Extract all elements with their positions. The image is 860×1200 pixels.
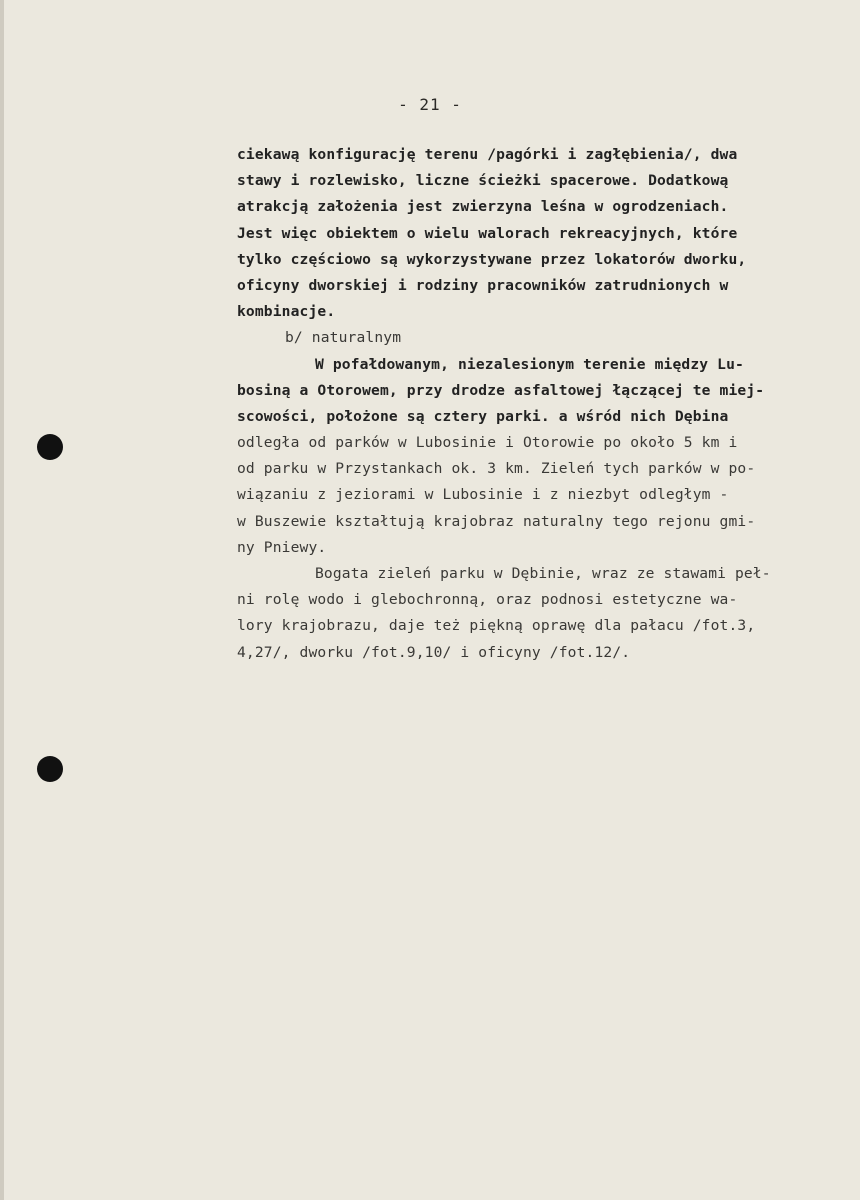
text-line: W pofałdowanym, niezalesionym terenie między Lu- [315, 355, 744, 373]
text-line: bosiną a Otorowem, przy drodze asfaltowej łączącej te miej- [237, 381, 765, 399]
text-line: wiązaniu z jeziorami w Lubosinie i z niezbyt odległym - [237, 486, 729, 504]
section-heading: b/ naturalnym [285, 329, 402, 347]
text-line: ny Pniewy. [237, 538, 327, 556]
body-text [237, 142, 837, 666]
page-edge [0, 0, 4, 1200]
punch-hole-top [37, 434, 63, 460]
text-line: od parku w Przystankach ok. 3 km. Zieleń tych parków w po- [237, 460, 756, 478]
text-line: lory krajobrazu, daje też piękną oprawę dla pałacu /fot.3, [237, 617, 756, 635]
text-line: 4,27/, dworku /fot.9,10/ i oficyny /fot.12/. [237, 643, 631, 661]
text-line: Bogata zieleń parku w Dębinie, wraz ze stawami peł- [315, 565, 771, 582]
text-line: Jest więc obiektem o wielu walorach rekreacyjnych, które [237, 224, 738, 242]
text-line: oficyny dworskiej i rodziny pracowników zatrudnionych w [237, 276, 729, 294]
text-line: scowości, położone są cztery parki. a wśród nich Dębina [237, 407, 729, 425]
text-line: odległa od parków w Lubosinie i Otorowie po około 5 km i [237, 434, 738, 452]
text-line: ciekawą konfigurację terenu /pagórki i zagłębienia/, dwa [237, 146, 738, 163]
text-line: atrakcją założenia jest zwierzyna leśna w ogrodzeniach. [237, 198, 729, 216]
text-line: tylko częściowo są wykorzystywane przez lokatorów dworku, [237, 250, 747, 268]
text-line: w Buszewie kształtują krajobraz naturalny tego rejonu gmi- [237, 512, 756, 530]
page-number: - 21 - [398, 95, 462, 114]
text-line: kombinacje. [237, 303, 336, 321]
text-line: ni rolę wodo i glebochronną, oraz podnosi estetyczne wa- [237, 591, 738, 609]
punch-hole-bottom [37, 756, 63, 782]
text-line: stawy i rozlewisko, liczne ścieżki spacerowe. Dodatkową [237, 172, 729, 190]
